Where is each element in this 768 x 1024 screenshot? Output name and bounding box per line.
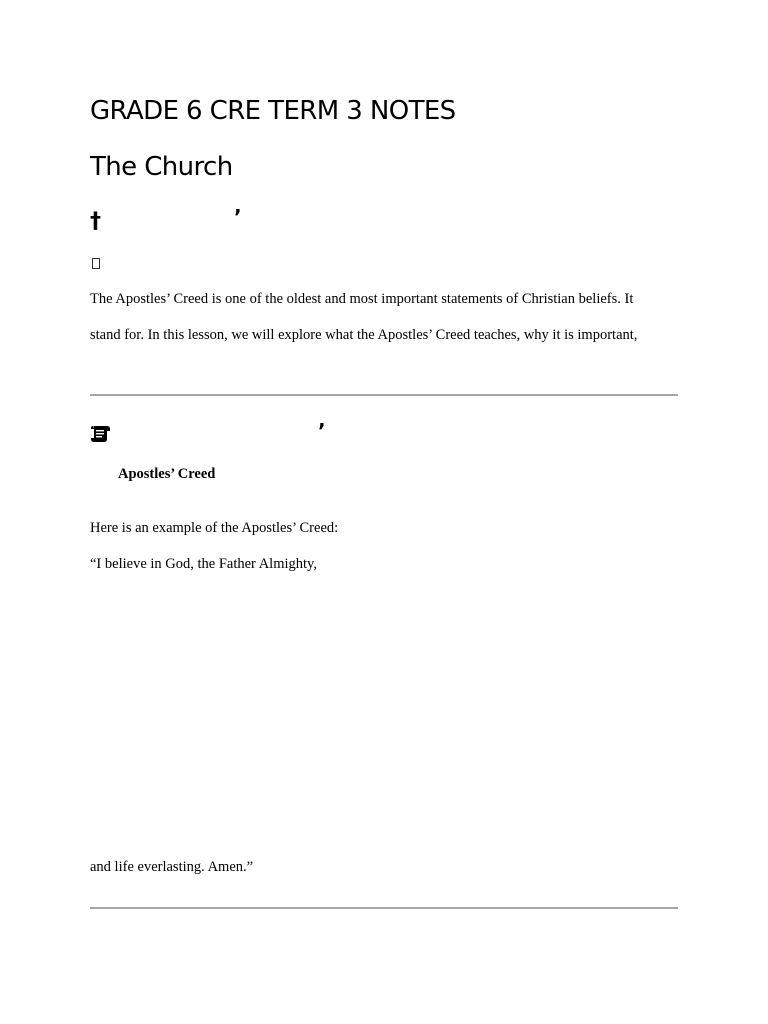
cross-icon: † [90, 209, 101, 234]
creed-subheading: Apostles’ Creed [118, 466, 216, 482]
placeholder-glyph-icon [92, 258, 100, 269]
section2-heading-apostrophe: ’ [318, 419, 326, 443]
example-intro: Here is an example of the Apostles’ Creed: [90, 520, 339, 536]
intro-line-2: stand for. In this lesson, we will explore what the Apostles’ Creed teaches, why it is important, [90, 327, 638, 343]
section-divider [90, 394, 678, 396]
page-subtitle: The Church [90, 152, 233, 182]
section-divider-bottom [90, 907, 678, 909]
page-title: GRADE 6 CRE TERM 3 NOTES [90, 96, 456, 126]
intro-line-1: The Apostles’ Creed is one of the oldest and most important statements of Christian beliefs. It [90, 291, 634, 307]
creed-first-line: “I believe in God, the Father Almighty, [90, 556, 317, 572]
creed-last-line: and life everlasting. Amen.” [90, 859, 254, 875]
section1-heading-apostrophe: ’ [234, 205, 242, 229]
scroll-icon [90, 424, 112, 444]
